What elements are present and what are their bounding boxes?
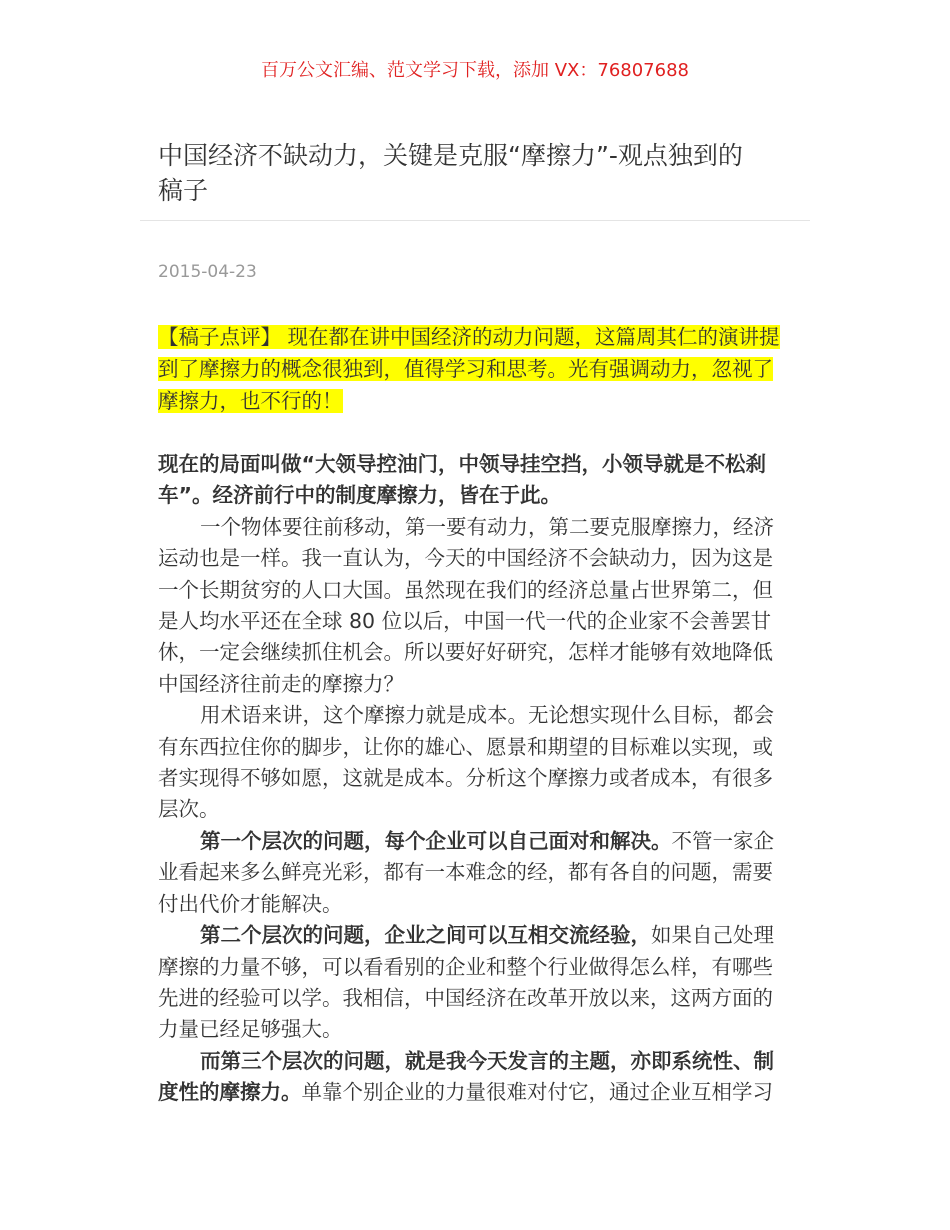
bold-text: 第二个层次的问题，企业之间可以互相交流经验，: [200, 923, 651, 948]
body-line: [158, 763, 798, 794]
body-line: [158, 732, 798, 763]
body-text: 中国经济往前走的摩擦力？: [158, 671, 404, 696]
body-line: [158, 983, 798, 1014]
body-line: [158, 826, 798, 857]
body-text: 是人均水平还在全球 80 位以后，中国一代一代的企业家不会善罢甘: [158, 609, 772, 634]
body-text: 者实现得不够如愿，这就是成本。分析这个摩擦力或者成本，有很多: [158, 766, 773, 791]
body-line: [158, 1046, 798, 1077]
body-text: 如果自己处理: [651, 923, 774, 948]
comment-line: [158, 385, 780, 417]
title-divider: [140, 220, 810, 221]
body-text: 摩擦的力量不够，可以看看别的企业和整个行业做得怎么样，有哪些: [158, 954, 773, 979]
article-body: [158, 449, 798, 1109]
body-line: [158, 480, 798, 511]
comment-line: [158, 353, 780, 385]
body-line: [158, 952, 798, 983]
bold-text: 而第三个层次的问题，就是我今天发言的主题，亦即系统性、制: [200, 1048, 774, 1073]
body-line: [158, 889, 798, 920]
body-text: 先进的经验可以学。我相信，中国经济在改革开放以来，这两方面的: [158, 985, 773, 1010]
body-text: 不管一家企: [671, 828, 774, 853]
body-line: [158, 1077, 798, 1108]
highlighted-text: 到了摩擦力的概念很独到，值得学习和思考。光有强调动力，忽视了: [158, 357, 773, 381]
body-line: [158, 920, 798, 951]
body-text: 付出代价才能解决。: [158, 891, 343, 916]
body-text: 休，一定会继续抓住机会。所以要好好研究，怎样才能够有效地降低: [158, 640, 773, 665]
body-line: [158, 512, 798, 543]
bold-text: 现在的局面叫做“大领导控油门，中领导挂空挡，小领导就是不松刹: [158, 452, 766, 476]
body-text: 层次。: [158, 797, 220, 822]
body-line: [158, 575, 798, 606]
bold-text: 度性的摩擦力。: [158, 1080, 302, 1105]
body-line: [158, 637, 798, 668]
body-text: 一个长期贫穷的人口大国。虽然现在我们的经济总量占世界第二，但: [158, 577, 773, 602]
bold-text: 车”。经济前行中的制度摩擦力，皆在于此。: [158, 483, 561, 508]
watermark-banner: 百万公文汇编、范文学习下载，添加 VX：76807688: [261, 60, 689, 81]
body-text: 一个物体要往前移动，第一要有动力，第二要克服摩擦力，经济: [200, 514, 774, 539]
body-line: [158, 857, 798, 888]
comment-line: [158, 321, 780, 353]
highlighted-text: 摩擦力，也不行的！: [158, 389, 343, 413]
body-line: [158, 669, 798, 700]
title-line: 中国经济不缺动力，关键是克服“摩擦力”-观点独到的: [158, 141, 743, 170]
body-line: [158, 794, 798, 825]
body-line: [158, 449, 798, 480]
body-text: 运动也是一样。我一直认为，今天的中国经济不会缺动力，因为这是: [158, 546, 773, 571]
body-text: 业看起来多么鲜亮光彩，都有一本难念的经，都有各自的问题，需要: [158, 860, 773, 885]
body-line: [158, 606, 798, 637]
body-line: [158, 700, 798, 731]
body-text: 用术语来讲，这个摩擦力就是成本。无论想实现什么目标，都会: [200, 703, 774, 728]
body-line: [158, 543, 798, 574]
publish-date: 2015-04-23: [158, 262, 257, 282]
body-text: 单靠个别企业的力量很难对付它，通过企业互相学习: [301, 1080, 773, 1105]
body-text: 力量已经足够强大。: [158, 1017, 343, 1042]
body-text: 有东西拉住你的脚步，让你的雄心、愿景和期望的目标难以实现，或: [158, 734, 773, 759]
highlighted-text: 【稿子点评】 现在都在讲中国经济的动力问题，这篇周其仁的演讲提: [158, 325, 780, 349]
body-line: [158, 1014, 798, 1045]
article-title: [158, 138, 798, 208]
title-line: 稿子: [158, 176, 209, 205]
editor-comment: [158, 321, 780, 417]
bold-text: 第一个层次的问题，每个企业可以自己面对和解决。: [200, 828, 672, 853]
